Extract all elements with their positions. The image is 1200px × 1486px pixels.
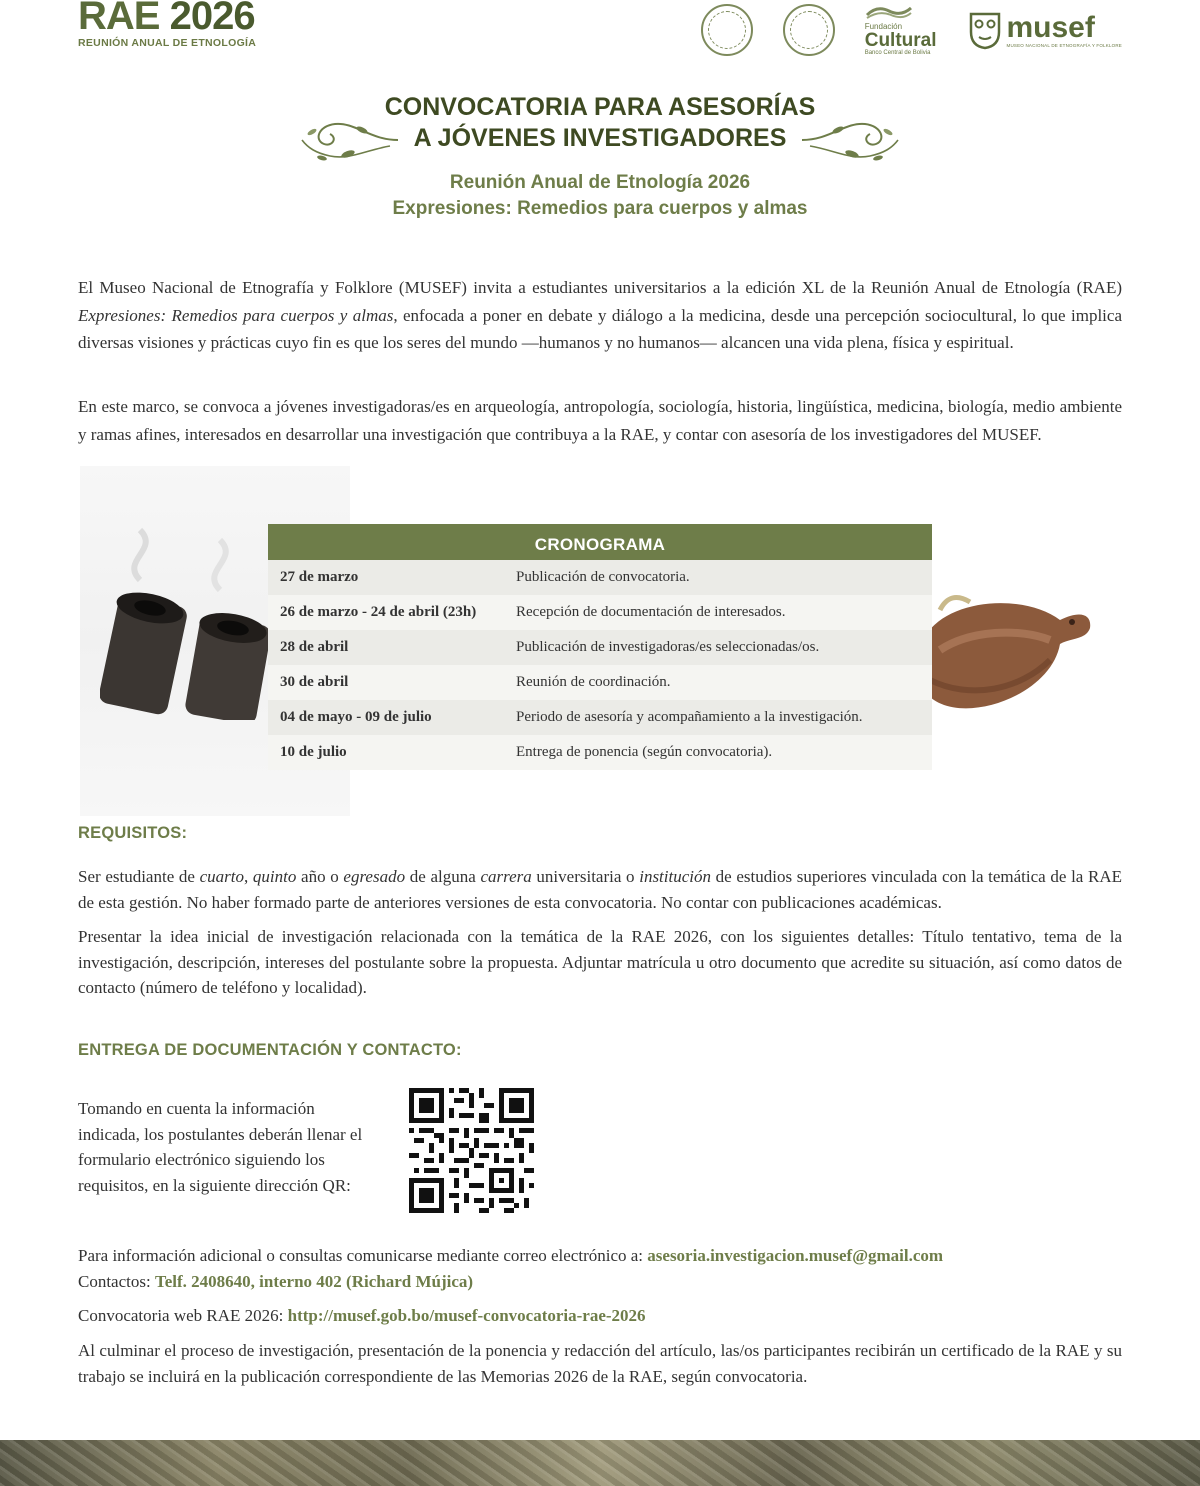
contact-heading: ENTREGA DE DOCUMENTACIÓN Y CONTACTO: [78, 1041, 462, 1059]
schedule-desc: Publicación de convocatoria. [516, 569, 690, 585]
title-block [0, 92, 1200, 222]
schedule-desc: Entrega de ponencia (según convocatoria). [516, 744, 773, 760]
schedule-date: 10 de julio [280, 744, 347, 760]
cultural-word: Cultural [864, 29, 937, 51]
table-row [268, 700, 932, 735]
brand-logo [78, 0, 256, 49]
page-title [0, 92, 1200, 154]
table-row [268, 560, 932, 595]
schedule-desc: Reunión de coordinación. [516, 674, 671, 690]
title-line-2: A JÓVENES INVESTIGADORES [413, 124, 787, 152]
musef-logo [967, 10, 1123, 50]
phone-number: Telf. 2408640, interno 402 (Richard Mújica) [154, 1272, 474, 1291]
bird-figurine-image [910, 580, 1100, 740]
web-line: Convocatoria web RAE 2026: http://musef.gob.bo/musef-convocatoria-rae-2026 [78, 1306, 646, 1325]
subtitle-line-1: Reunión Anual de Etnología 2026 [449, 172, 751, 193]
musef-word: musef [1006, 10, 1095, 44]
closing-paragraph: Al culminar el proceso de investigación, presentación de la ponencia y redacción del artículo, las/os participantes recibirán un certificado de la RAE y su trabajo se incluirá en la publicación correspondiente de las Memorias 2026 de la RAE, según convocatoria. [78, 1341, 1122, 1386]
email-line: Para información adicional o consultas comunicarse mediante correo electrónico a: asesoria.investigacion.musef@gmail.com [78, 1246, 944, 1265]
partner-logos [701, 4, 1122, 56]
cultural-top-text: Fundación [864, 21, 903, 31]
schedule-date: 30 de abril [280, 674, 349, 690]
brand-title: RAE 2026 [78, 0, 256, 36]
musef-tagline: MUSEO NACIONAL DE ETNOGRAFÍA Y FOLKLORE [1006, 42, 1122, 48]
schedule-desc: Publicación de investigadoras/es seleccionadas/os. [516, 639, 820, 655]
schedule-table [268, 524, 932, 770]
herbs-footer-image [0, 1440, 1200, 1486]
table-row [268, 595, 932, 630]
table-row [268, 665, 932, 700]
qr-code-icon[interactable] [409, 1088, 534, 1213]
cultural-bottom-text: Banco Central de Bolivia [864, 49, 931, 56]
brand-subtitle: REUNIÓN ANUAL DE ETNOLOGÍA [78, 37, 257, 49]
ministry-seal-icon [701, 4, 753, 56]
schedule-title: CRONOGRAMA [268, 524, 932, 560]
schedule-desc: Recepción de documentación de interesados. [516, 604, 786, 620]
schedule-date: 26 de marzo - 24 de abril (23h) [280, 604, 477, 620]
requirements-heading: REQUISITOS: [78, 824, 188, 842]
qr-instructions: Tomando en cuenta la información indicada, los postulantes deberán llenar el formulario electrónico siguiendo los requisitos, en la siguiente dirección QR: [78, 1099, 363, 1195]
schedule-date: 28 de abril [280, 639, 349, 655]
email-link[interactable]: asesoria.investigacion.musef@gmail.com [647, 1246, 944, 1265]
fundacion-cultural-logo [865, 5, 937, 56]
schedule-date: 04 de mayo - 09 de julio [280, 709, 432, 725]
phone-line: Contactos: Telf. 2408640, interno 402 (Richard Mújica) [78, 1272, 474, 1291]
intro-paragraph-2: En este marco, se convoca a jóvenes investigadoras/es en arqueología, antropología, sociología, historia, lingüística, medicina, biología, medio ambiente y ramas afines, interesados en desarrollar una investigación que contribuya a la RAE, y contar con asesoría de los investigadores del MUSEF. [78, 397, 1122, 444]
intro-paragraph-1: El Museo Nacional de Etnografía y Folklore (MUSEF) invita a estudiantes universitarios a la edición XL de la Reunión Anual de Etnología (RAE) Expresiones: Remedios para cuerpos y almas, enfocada a poner en debate y diálogo a la medicina, desde una percepción sociocultural, lo que implica diversas visiones y prácticas cuyo fin es que los seres del mundo —humanos y no humanos— alcancen una vida plena, física y espiritual. [78, 278, 1122, 352]
smoking-pipes-image [100, 520, 290, 720]
title-line-1: CONVOCATORIA PARA ASESORÍAS [384, 93, 816, 121]
requirements-paragraph-2: Presentar la idea inicial de investigación relacionada con la temática de la RAE 2026, con los siguientes detalles: Título tentativo, tema de la investigación, descripción, intereses del postulante sobre la propuesta. Adjuntar matrícula u otro documento que acredite su situación, así como datos de contacto (número de teléfono y localidad). [78, 927, 1122, 997]
schedule-date: 27 de marzo [280, 569, 359, 585]
page-subtitle [0, 170, 1200, 222]
table-row [268, 630, 932, 665]
schedule-desc: Periodo de asesoría y acompañamiento a la investigación. [516, 709, 863, 725]
wave-icon [865, 5, 913, 19]
brand-year: 2026 [169, 0, 255, 38]
mask-icon [967, 10, 1003, 50]
central-bank-seal-icon [783, 4, 835, 56]
subtitle-line-2: Expresiones: Remedios para cuerpos y almas [392, 198, 808, 219]
table-row [268, 735, 932, 770]
requirements-paragraph-1: Ser estudiante de cuarto, quinto año o egresado de alguna carrera universitaria o institución de estudios superiores vinculada con la temática de la RAE de esta gestión. No haber formado parte de anteriores versiones de esta convocatoria. No contar con publicaciones académicas. [78, 867, 1123, 912]
web-link[interactable]: http://musef.gob.bo/musef-convocatoria-rae-2026 [287, 1306, 646, 1325]
